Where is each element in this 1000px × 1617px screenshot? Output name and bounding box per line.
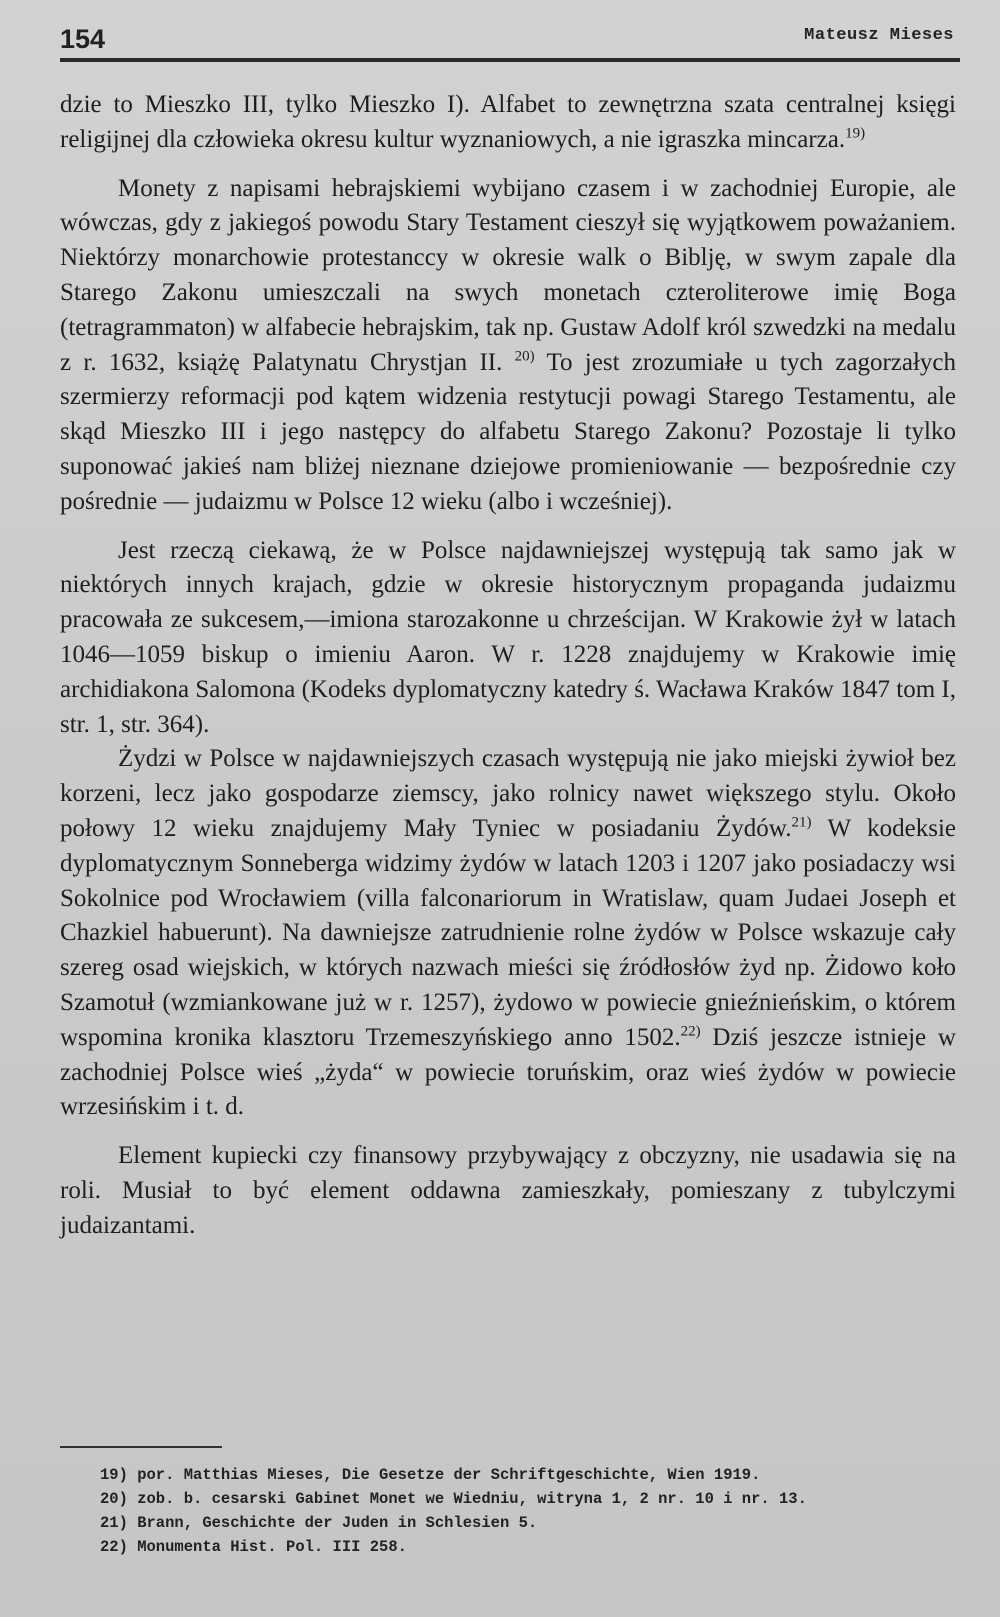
paragraph-text: To jest zrozumiałe u tych zagorzałych szermierzy reformacji pod kątem widzenia restytucji powagi Starego Testamentu, ale skąd Mieszko III i jego następcy do alfabetu Starego Zakonu? Pozostaje li tylko suponować jakieś nam bliżej nieznane dziejowe promieniowanie — bezpośrednie czy pośrednie — judaizmu w Polsce 12 wieku (albo i wcześniej). [60,348,956,515]
footnote-21: 21) Brann, Geschichte der Juden in Schlesien 5. [100,1514,538,1532]
running-head: Mateusz Mieses [804,26,954,45]
footnote-marker: 21) [791,814,812,831]
paragraph [60,534,956,743]
footnote-marker: 20) [514,348,535,365]
paragraph [60,172,956,520]
footnote-rule [60,1446,222,1448]
paragraph [60,88,956,158]
paragraph-text: dzie to Mieszko III, tylko Mieszko I). Alfabet to zewnętrzna szata centralnej księgi religijnej dla człowieka okresu kultur wyznaniowych, a nie igraszka mincarza. [60,91,956,153]
paragraph [60,742,956,1125]
footnote-22: 22) Monumenta Hist. Pol. III 258. [100,1538,407,1556]
paragraph-text: Monety z napisami hebrajskiemi wybijano czasem i w zachodniej Europie, ale wówczas, gdy z jakiegoś powodu Stary Testament cieszył się wyjątkowem poważaniem. Niektórzy monarchowie protestanccy w okresie walk o Biblję, w swym zapale dla Starego Zakonu umieszczali na swych monetach czteroliterowe imię Boga (tetragrammaton) w alfabecie hebrajskim, tak np. Gustaw Adolf król szwedzki na medalu z r. 1632, książę Palatynatu Chrystjan II. [60,174,956,376]
paragraph-text: Jest rzeczą ciekawą, że w Polsce najdawniejszej występują tak samo jak w niektórych innych krajach, gdzie w okresie historycznym propaganda judaizmu pracowała ze sukcesem,—imiona starozakonne u chrześcijan. W Krakowie żył w latach 1046—1059 biskup o imieniu Aaron. W r. 1228 znajdujemy w Krakowie imię archidiakona Salomona (Kodeks dyplomatyczny katedry ś. Wacława Kraków 1847 tom I, str. 1, str. 364). [60,536,956,738]
footnote-marker: 19) [845,125,866,142]
body-text [60,88,956,1244]
paragraph [60,1139,956,1243]
paragraph-text: Dziś jeszcze istnieje w zachodniej Polsce wieś „żyda“ w powiecie toruńskim, oraz wieś żydów w powiecie wrzesińskim i t. d. [60,1023,956,1121]
header-rule [60,58,960,62]
footnote-20: 20) zob. b. cesarski Gabinet Monet we Wiedniu, witryna 1, 2 nr. 10 i nr. 13. [100,1490,807,1508]
paragraph-text: Żydzi w Polsce w najdawniejszych czasach występują nie jako miejski żywioł bez korzeni, lecz jako gospodarze ziemscy, jako rolnicy nawet większego stylu. Około połowy 12 wieku znajdujemy Mały Tyniec w posiadaniu Żydów. [60,745,956,842]
footnote-marker: 22) [680,1023,701,1040]
footnotes [100,1463,950,1559]
page-header [60,22,960,56]
paragraph-text: Element kupiecki czy finansowy przybywający z obczyzny, nie usadawia się na roli. Musiał to być element oddawna zamieszkały, pomieszany z tubylczymi judaizantami. [60,1142,956,1239]
page-number: 154 [60,24,106,54]
footnote-19: 19) por. Matthias Mieses, Die Gesetze der Schriftgeschichte, Wien 1919. [100,1466,761,1484]
paragraph-text: W kodeksie dyplomatycznym Sonneberga widzimy żydów w latach 1203 i 1207 jako posiadaczy wsi Sokolnice pod Wrocławiem (villa falconariorum in Wratislaw, quam Judaei Joseph et Chazkiel habuerunt). Na dawniejsze zatrudnienie rolne żydów w Polsce wskazuje cały szereg osad wiejskich, w których nazwach mieści się źródłosłów żyd np. Żidowo koło Szamotuł (wzmiankowane już w r. 1257), żydowo w powiecie gnieźnieńskim, o którem wspomina kronika klasztoru Trzemeszyńskiego anno 1502. [60,814,956,1051]
